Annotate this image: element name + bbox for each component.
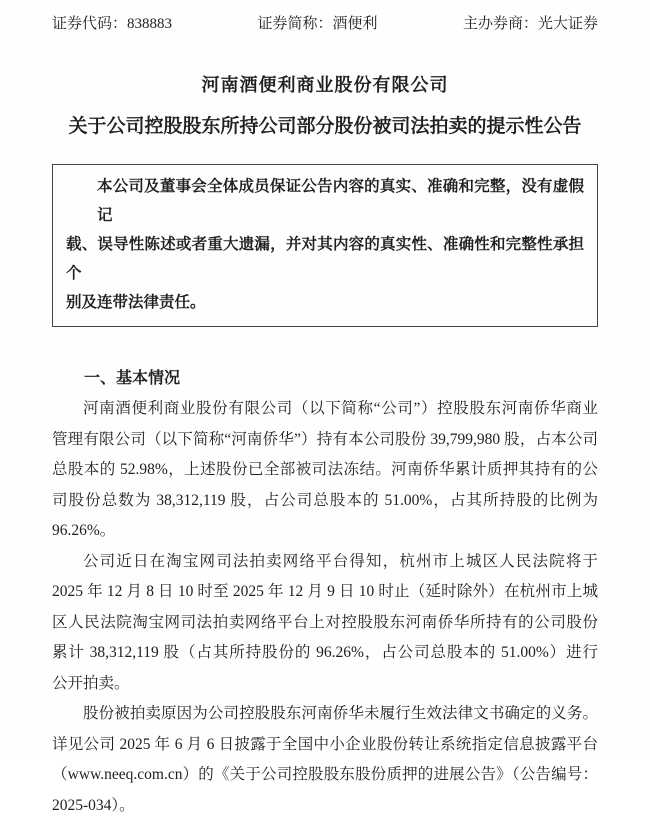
- paragraph-auction-notice: [52, 547, 598, 700]
- announcement-title: 关于公司控股股东所持公司部分股份被司法拍卖的提示性公告: [52, 114, 598, 140]
- paragraph-basic-situation: [52, 394, 598, 547]
- disclaimer-box: [52, 164, 598, 327]
- paragraph-line: 公开拍卖。: [52, 669, 598, 700]
- paragraph-line: 管理有限公司（以下简称“河南侨华”）持有本公司股份 39,799,980 股，占本公司: [52, 425, 598, 456]
- paragraph-line: 司股份总数为 38,312,119 股，占公司总股本的 51.00%，占其所持股的比例为: [52, 486, 598, 517]
- paragraph-line: 2025-034）。: [52, 791, 598, 821]
- section-heading: 一、基本情况: [52, 364, 598, 394]
- paragraph-line: 总股本的 52.98%，上述股份已全部被司法冻结。河南侨华累计质押其持有的公: [52, 455, 598, 486]
- paragraph-line: 河南酒便利商业股份有限公司（以下简称“公司”）控股股东河南侨华商业: [52, 394, 598, 425]
- paragraph-line: 96.26%。: [52, 516, 598, 547]
- sponsor-broker: 主办券商：光大证券: [463, 14, 598, 34]
- paragraph-line: （www.neeq.com.cn）的《关于公司控股股东股份质押的进展公告》（公告编号：: [52, 760, 598, 791]
- document-header: [52, 14, 598, 34]
- company-name-title: 河南酒便利商业股份有限公司: [52, 73, 598, 98]
- paragraph-line: 详见公司 2025 年 6 月 6 日披露于全国中小企业股份转让系统指定信息披露平台: [52, 730, 598, 761]
- disclaimer-line: 别及连带法律责任。: [66, 288, 584, 317]
- paragraph-line: 2025 年 12 月 8 日 10 时至 2025 年 12 月 9 日 10 时止（延时除外）在杭州市上城: [52, 577, 598, 608]
- disclaimer-line: 载、误导性陈述或者重大遗漏，并对其内容的真实性、准确性和完整性承担个: [66, 230, 584, 288]
- paragraph-auction-reason: [52, 699, 598, 821]
- stock-short-name: 证券简称：酒便利: [257, 14, 377, 34]
- stock-code: 证券代码：838883: [52, 14, 172, 34]
- paragraph-line: 区人民法院淘宝网司法拍卖网络平台上对控股股东河南侨华所持有的公司股份: [52, 608, 598, 639]
- paragraph-line: 累计 38,312,119 股（占其所持股份的 96.26%，占公司总股本的 51.00%）进行: [52, 638, 598, 669]
- disclaimer-line: 本公司及董事会全体成员保证公告内容的真实、准确和完整，没有虚假记: [66, 172, 584, 230]
- paragraph-line: 股份被拍卖原因为公司控股股东河南侨华未履行生效法律文书确定的义务。: [52, 699, 598, 730]
- paragraph-line: 公司近日在淘宝网司法拍卖网络平台得知，杭州市上城区人民法院将于: [52, 547, 598, 578]
